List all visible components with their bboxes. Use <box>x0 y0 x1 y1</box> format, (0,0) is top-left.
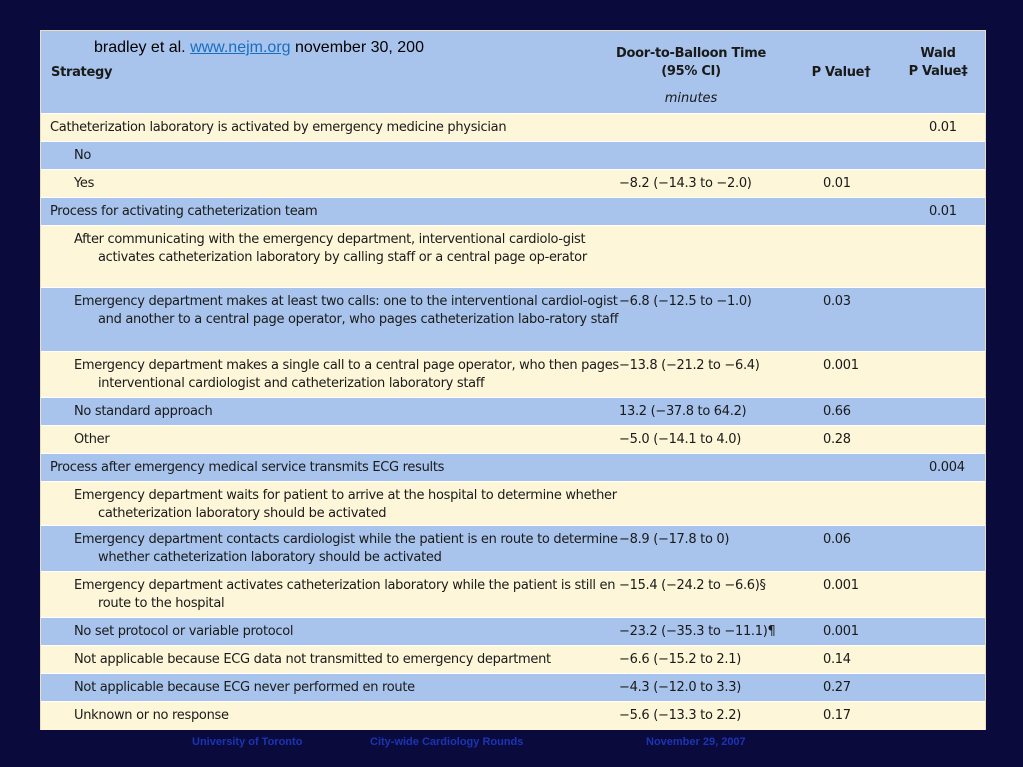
table-row <box>41 645 985 674</box>
wald-p-value: 0.01 <box>929 204 957 219</box>
table-row <box>41 169 985 198</box>
table-row <box>41 141 985 170</box>
door-to-balloon-value: −13.8 (−21.2 to −6.4) <box>619 358 760 373</box>
door-to-balloon-value: −4.3 (−12.0 to 3.3) <box>619 680 741 695</box>
row-label: Emergency department activates catheterization laboratory while the patient is still en route to the hospital <box>74 578 616 611</box>
header-wald-p: P Value‡ <box>908 64 968 79</box>
p-value: 0.01 <box>823 176 851 191</box>
table-row <box>41 617 985 646</box>
row-label: Process for activating catheterization team <box>50 204 318 219</box>
door-to-balloon-value: −15.4 (−24.2 to −6.6)§ <box>619 578 766 593</box>
results-table <box>40 30 986 730</box>
row-label: Not applicable because ECG data not transmitted to emergency department <box>74 652 551 667</box>
table-row <box>41 397 985 426</box>
row-label: Emergency department makes a single call to a central page operator, who then pages interventional cardiologist and catheterization laboratory staff <box>74 358 619 391</box>
table-row <box>41 673 985 702</box>
table-row <box>41 571 985 618</box>
door-to-balloon-value: −23.2 (−35.3 to −11.1)¶ <box>619 624 776 639</box>
table-section-row <box>41 453 985 482</box>
p-value: 0.66 <box>823 404 851 419</box>
p-value: 0.28 <box>823 432 851 447</box>
p-value: 0.03 <box>823 294 851 309</box>
citation-prefix: bradley et al. <box>94 39 191 56</box>
footer-event: City-wide Cardiology Rounds <box>370 736 524 748</box>
table-section-row <box>41 197 985 226</box>
row-label: Not applicable because ECG never performed en route <box>74 680 415 695</box>
door-to-balloon-value: −6.8 (−12.5 to −1.0) <box>619 294 752 309</box>
table-row <box>41 425 985 454</box>
header-time-ci: (95% CI) <box>661 64 721 79</box>
citation <box>94 39 424 57</box>
row-label: Yes <box>74 176 95 191</box>
row-label: After communicating with the emergency department, interventional cardiolo-gist activates catheterization laboratory by calling staff or a central page op-erator <box>74 232 587 265</box>
table-row <box>41 287 985 352</box>
row-label: Emergency department makes at least two calls: one to the interventional cardiol-ogist and another to a central page operator, who pages catheterization labo-ratory staff <box>74 294 619 327</box>
door-to-balloon-value: −8.9 (−17.8 to 0) <box>619 532 730 547</box>
row-label: No standard approach <box>74 404 213 419</box>
door-to-balloon-value: −5.0 (−14.1 to 4.0) <box>619 432 741 447</box>
citation-suffix: november 30, 200 <box>290 39 424 56</box>
p-value: 0.14 <box>823 652 851 667</box>
header-strategy: Strategy <box>51 65 113 80</box>
p-value: 0.001 <box>823 358 859 373</box>
row-label: No <box>74 148 92 163</box>
wald-p-value: 0.01 <box>929 120 957 135</box>
footer-institution: University of Toronto <box>192 736 303 748</box>
p-value: 0.001 <box>823 624 859 639</box>
table-header <box>41 31 985 113</box>
header-units: minutes <box>664 91 718 106</box>
footer-date: November 29, 2007 <box>646 736 746 748</box>
table-row <box>41 701 985 730</box>
door-to-balloon-value: −8.2 (−14.3 to −2.0) <box>619 176 752 191</box>
header-wald <box>893 45 983 81</box>
row-label: Unknown or no response <box>74 708 229 723</box>
table-row <box>41 481 985 526</box>
nejm-link[interactable]: www.nejm.org <box>190 39 291 56</box>
wald-p-value: 0.004 <box>929 460 965 475</box>
row-label: Emergency department contacts cardiologist while the patient is en route to determine whether catheterization laboratory should be activated <box>74 532 618 565</box>
door-to-balloon-value: −6.6 (−15.2 to 2.1) <box>619 652 741 667</box>
row-label: Other <box>74 432 110 447</box>
row-label: Emergency department waits for patient to arrive at the hospital to determine whether catheterization laboratory should be activated <box>74 488 617 521</box>
table-row <box>41 525 985 572</box>
table-row <box>41 225 985 288</box>
header-p-value: P Value† <box>811 65 871 80</box>
header-door-to-balloon <box>599 45 783 81</box>
table-section-row <box>41 113 985 142</box>
p-value: 0.27 <box>823 680 851 695</box>
p-value: 0.001 <box>823 578 859 593</box>
row-label: Catheterization laboratory is activated by emergency medicine physician <box>50 120 507 135</box>
door-to-balloon-value: −5.6 (−13.3 to 2.2) <box>619 708 741 723</box>
row-label: No set protocol or variable protocol <box>74 624 294 639</box>
door-to-balloon-value: 13.2 (−37.8 to 64.2) <box>619 404 747 419</box>
header-wald-title: Wald <box>920 46 956 61</box>
header-time-title: Door-to-Balloon Time <box>616 46 766 61</box>
table-row <box>41 351 985 398</box>
row-label: Process after emergency medical service transmits ECG results <box>50 460 445 475</box>
p-value: 0.17 <box>823 708 851 723</box>
p-value: 0.06 <box>823 532 851 547</box>
